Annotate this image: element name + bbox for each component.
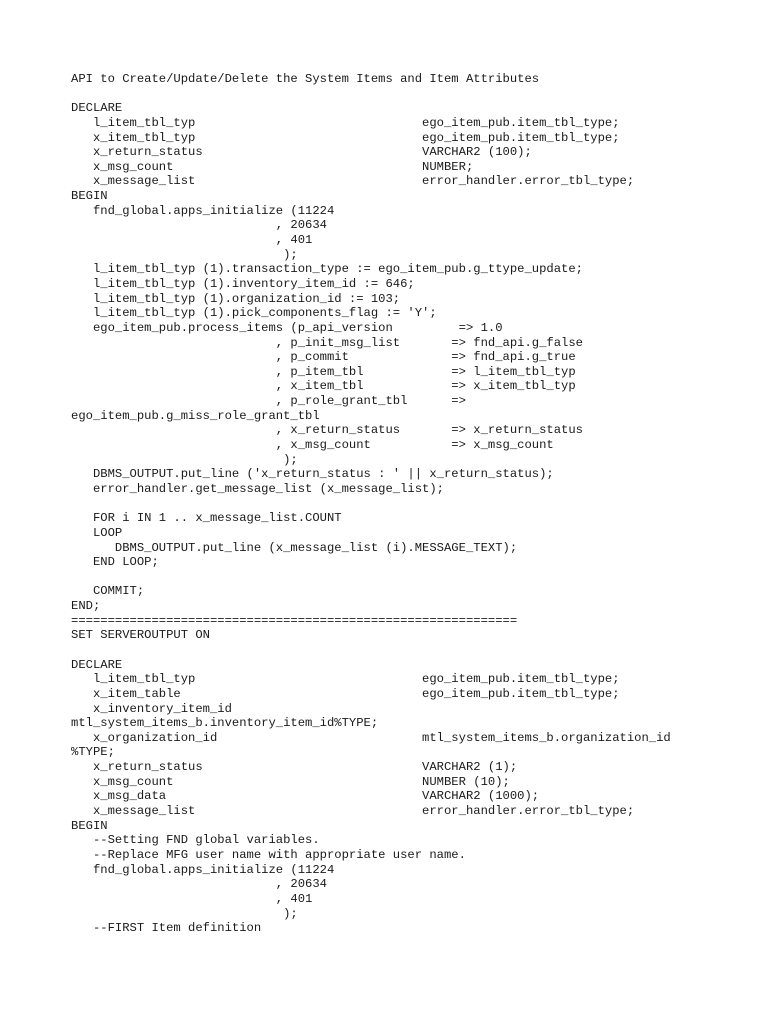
code-line: , 20634 [71,218,327,233]
code-line: --FIRST Item definition [71,921,262,936]
code-line: error_handler.get_message_list (x_message_list); [71,481,444,496]
code-line: mtl_system_items_b.inventory_item_id%TYPE; [71,716,379,731]
code-line: , x_msg_count => x_msg_count [71,438,554,453]
code-line [71,497,751,512]
code-line: x_organization_id mtl_system_items_b.organization_id [71,730,671,745]
code-line: --Setting FND global variables. [71,833,320,848]
code-line: ego_item_pub.process_items (p_api_version => 1.0 [71,320,503,335]
code-line [71,87,751,102]
document-page [71,72,751,936]
code-line: x_item_tbl_typ ego_item_pub.item_tbl_type; [71,130,620,145]
code-line: , p_init_msg_list => fnd_api.g_false [71,335,583,350]
code-line: SET SERVEROUTPUT ON [71,628,210,643]
code-line [71,570,751,585]
code-line: , 401 [71,233,313,248]
code-line: , p_item_tbl => l_item_tbl_typ [71,364,576,379]
code-line: l_item_tbl_typ (1).organization_id := 103; [71,291,401,306]
code-line: , 401 [71,891,313,906]
code-line: l_item_tbl_typ (1).inventory_item_id := 646; [71,276,415,291]
code-line: x_return_status VARCHAR2 (100); [71,145,532,160]
code-line: %TYPE; [71,745,115,760]
code-line: x_message_list error_handler.error_tbl_type; [71,804,635,819]
code-line: ); [71,452,298,467]
code-line: DBMS_OUTPUT.put_line (x_message_list (i).MESSAGE_TEXT); [71,540,518,555]
code-line: fnd_global.apps_initialize (11224 [71,862,335,877]
code-line: --Replace MFG user name with appropriate user name. [71,847,466,862]
code-line: , x_return_status => x_return_status [71,423,583,438]
code-line: DBMS_OUTPUT.put_line ('x_return_status : ' || x_return_status); [71,467,554,482]
code-line: , p_commit => fnd_api.g_true [71,350,576,365]
code-line: , x_item_tbl => x_item_tbl_typ [71,379,576,394]
code-line: l_item_tbl_typ ego_item_pub.item_tbl_type; [71,115,620,130]
code-line [71,643,751,658]
code-line: fnd_global.apps_initialize (11224 [71,203,335,218]
code-line: END; [71,599,101,614]
code-line: ); [71,247,298,262]
code-line: , 20634 [71,877,327,892]
code-line: DECLARE [71,101,123,116]
code-line: ============================================================= [71,613,518,628]
code-line: x_message_list error_handler.error_tbl_type; [71,174,635,189]
code-line: ); [71,906,298,921]
code-line: COMMIT; [71,584,145,599]
code-line: , p_role_grant_tbl => [71,394,466,409]
code-line: l_item_tbl_typ (1).pick_components_flag := 'Y'; [71,306,437,321]
code-line: l_item_tbl_typ (1).transaction_type := ego_item_pub.g_ttype_update; [71,262,583,277]
code-line: x_inventory_item_id [71,701,232,716]
code-line: x_msg_data VARCHAR2 (1000); [71,789,540,804]
code-line: LOOP [71,525,123,540]
document-title: API to Create/Update/Delete the System Items and Item Attributes [71,72,540,86]
code-listing [71,87,751,936]
code-line: x_return_status VARCHAR2 (1); [71,760,518,775]
code-line: ego_item_pub.g_miss_role_grant_tbl [71,408,320,423]
code-line: x_msg_count NUMBER (10); [71,774,510,789]
code-line: BEGIN [71,818,108,833]
code-line: END LOOP; [71,555,159,570]
code-line: DECLARE [71,657,123,672]
code-line: FOR i IN 1 .. x_message_list.COUNT [71,511,342,526]
code-line: BEGIN [71,189,108,204]
code-line: l_item_tbl_typ ego_item_pub.item_tbl_type; [71,672,620,687]
code-line: x_item_table ego_item_pub.item_tbl_type; [71,686,620,701]
code-line: x_msg_count NUMBER; [71,159,474,174]
